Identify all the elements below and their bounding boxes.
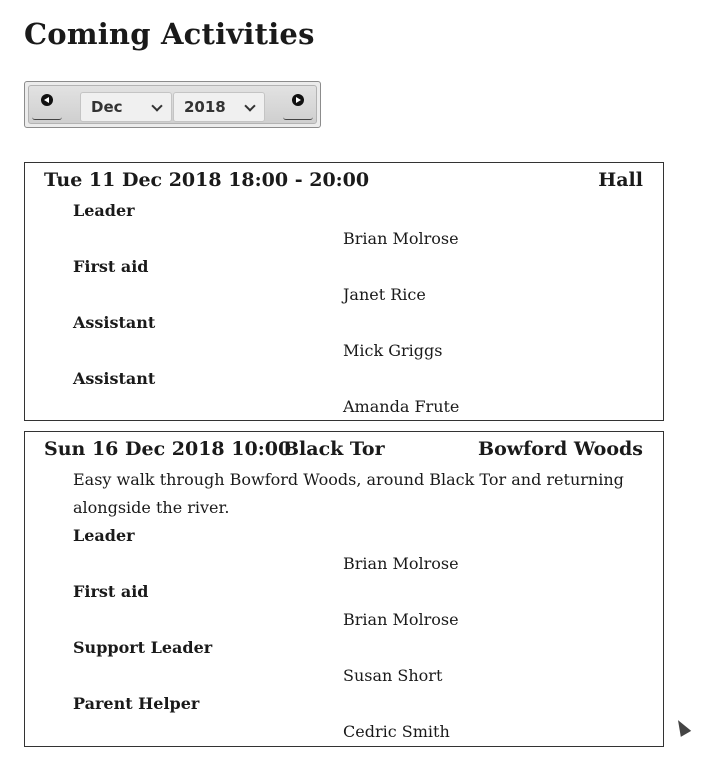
role-label: Support Leader	[73, 638, 213, 657]
person-name: Brian Molrose	[343, 610, 459, 629]
activity-card	[24, 162, 664, 421]
activity-description: Easy walk through Bowford Woods, around Black Tor and returning alongside the river.	[73, 470, 624, 517]
page-title: Coming Activities	[24, 17, 315, 51]
next-month-button[interactable]	[283, 90, 313, 120]
month-navigator-bar	[28, 85, 317, 124]
activity-title: Black Tor	[283, 438, 385, 460]
activity-date: Tue 11 Dec 2018 18:00 - 20:00	[44, 169, 370, 191]
previous-month-button[interactable]	[32, 90, 62, 120]
activity-location: Hall	[598, 169, 643, 191]
role-label: First aid	[73, 257, 149, 276]
activity-header	[25, 432, 663, 466]
month-select[interactable]	[80, 92, 172, 122]
role-label: Assistant	[73, 313, 156, 332]
activity-location: Bowford Woods	[478, 438, 643, 460]
person-name: Brian Molrose	[343, 229, 459, 248]
person-name: Susan Short	[343, 666, 443, 685]
person-name: Janet Rice	[343, 285, 426, 304]
year-select-value: 2018	[184, 98, 226, 116]
role-label: Parent Helper	[73, 694, 200, 713]
activity-card	[24, 431, 664, 747]
circle-arrow-left-icon	[41, 94, 53, 106]
month-navigator	[24, 81, 321, 128]
person-name: Mick Griggs	[343, 341, 443, 360]
role-label: First aid	[73, 582, 149, 601]
role-label: Assistant	[73, 369, 156, 388]
activity-header	[25, 163, 663, 197]
role-label: Leader	[73, 526, 135, 545]
chevron-down-icon	[244, 100, 255, 111]
chevron-down-icon	[151, 100, 162, 111]
person-name: Amanda Frute	[343, 397, 460, 416]
role-label: Leader	[73, 201, 135, 220]
person-name: Brian Molrose	[343, 554, 459, 573]
month-select-value: Dec	[91, 98, 123, 116]
year-select[interactable]	[173, 92, 265, 122]
circle-arrow-right-icon	[292, 94, 304, 106]
person-name: Cedric Smith	[343, 722, 450, 741]
activity-date: Sun 16 Dec 2018 10:00	[44, 438, 292, 460]
mouse-cursor-icon	[673, 717, 691, 737]
